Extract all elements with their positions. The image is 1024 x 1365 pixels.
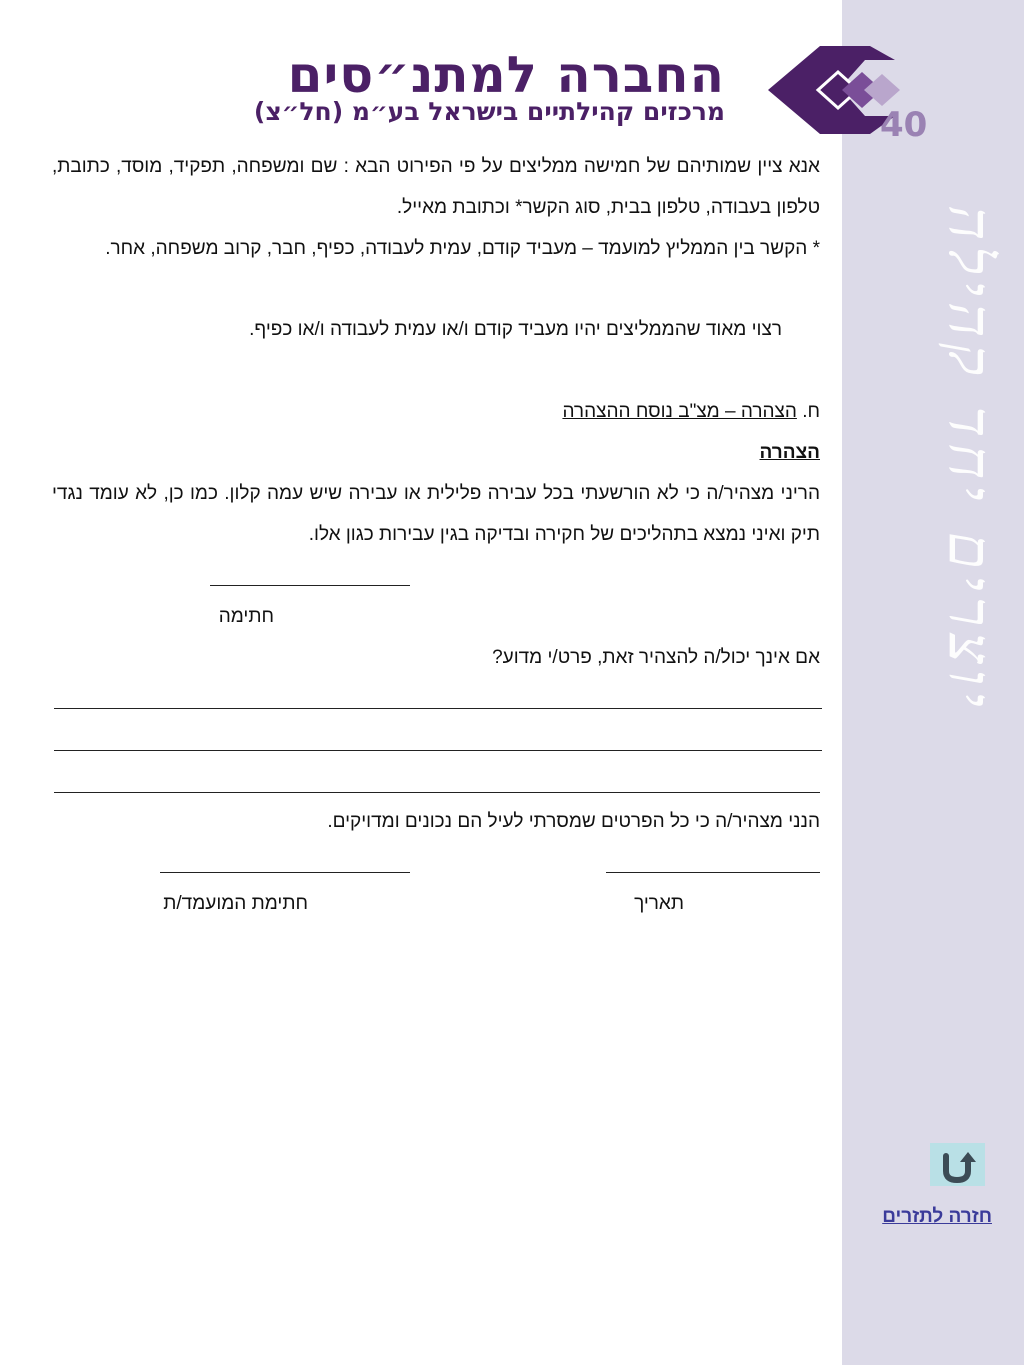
intro-paragraph-1: אנא ציין שמותיהם של חמישה ממליצים על פי הפירוט הבא : שם ומשפחה, תפקיד, מוסד, כתובת, טלפון בעבודה, טלפון בבית, סוג הקשר* וכתובת מאייל. bbox=[52, 156, 820, 218]
explanation-line-3[interactable] bbox=[54, 792, 820, 793]
org-subtitle: מרכזים קהילתיים בישראל בע״מ (חל״צ) bbox=[253, 97, 725, 126]
candidate-signature-line[interactable] bbox=[160, 872, 410, 873]
intro-paragraph-3: רצוי מאוד שהממליצים יהיו מעביד קודם ו/או עמית לעבודה ו/או כפיף. bbox=[249, 319, 782, 340]
declaration-heading: הצהרה bbox=[759, 442, 820, 463]
section-letter: ח. bbox=[802, 401, 820, 422]
date-label: תאריך bbox=[634, 893, 684, 914]
final-statement: הנני מצהיר/ה כי כל הפרטים שמסרתי לעיל הם נכונים ומדויקים. bbox=[327, 811, 820, 832]
sidebar-slogan: יוצרים יחד קהילה bbox=[935, 205, 1005, 713]
explanation-line-1[interactable] bbox=[54, 708, 822, 709]
candidate-signature-label: חתימת המועמד/ת bbox=[163, 893, 308, 914]
org-name: החברה למתנ״סים bbox=[287, 46, 725, 104]
explain-question: אם אינך יכול/ה להצהיר זאת, פרט/י מדוע? bbox=[492, 647, 820, 668]
company-logo-icon bbox=[760, 38, 960, 148]
section-title: הצהרה – מצ"ב נוסח ההצהרה bbox=[562, 401, 797, 422]
return-arrow-icon bbox=[930, 1143, 985, 1186]
signature-label: חתימה bbox=[218, 606, 274, 627]
signature-line[interactable] bbox=[210, 585, 410, 586]
intro-paragraph-2: * הקשר בין הממליץ למועמד – מעביד קודם, עמית לעבודה, כפיף, חבר, קרוב משפחה, אחר. bbox=[105, 238, 820, 259]
explanation-line-2[interactable] bbox=[54, 750, 822, 751]
date-line[interactable] bbox=[606, 872, 820, 873]
logo-number: 40 bbox=[880, 105, 928, 145]
back-to-flow-link[interactable]: חזרה לתזרים bbox=[882, 1206, 992, 1227]
declaration-text: הריני מצהיר/ה כי לא הורשעתי בכל עבירה פלילית או עבירה שיש עמה קלון. כמו כן, לא עומד נגדי תיק ואיני נמצא בתהליכים של חקירה ובדיקה בגין עבירות כגון אלו. bbox=[52, 483, 820, 545]
back-button[interactable] bbox=[930, 1143, 985, 1186]
section-heading bbox=[562, 400, 820, 424]
